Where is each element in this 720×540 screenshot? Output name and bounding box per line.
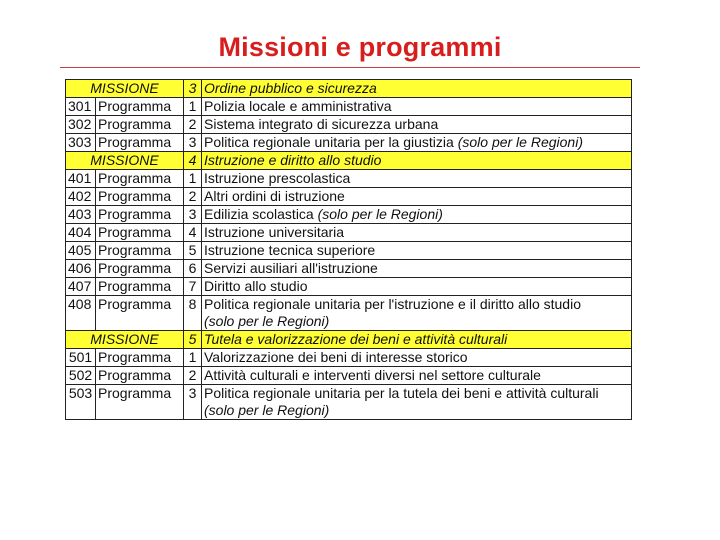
program-number: 2: [184, 116, 202, 134]
program-code: 408: [66, 296, 96, 331]
program-label: Programma: [96, 296, 184, 331]
program-number: 1: [184, 170, 202, 188]
program-name: Altri ordini di istruzione: [202, 188, 632, 206]
program-name: Polizia locale e amministrativa: [202, 98, 632, 116]
program-code: 406: [66, 260, 96, 278]
table-row: [66, 349, 632, 367]
program-number: 3: [184, 134, 202, 152]
mission-number: 3: [184, 80, 202, 98]
table-row: [66, 385, 632, 420]
program-name: Diritto allo studio: [202, 278, 632, 296]
mission-number: 5: [184, 331, 202, 349]
program-label: Programma: [96, 188, 184, 206]
program-name: Politica regionale unitaria per la tutela dei beni e attività culturali (solo per le Regioni): [202, 385, 632, 420]
program-name: Istruzione prescolastica: [202, 170, 632, 188]
table-row: [66, 242, 632, 260]
mission-name: Istruzione e diritto allo studio: [202, 152, 632, 170]
program-code: 503: [66, 385, 96, 420]
program-code: 401: [66, 170, 96, 188]
table-row: [66, 278, 632, 296]
mission-row: [66, 152, 632, 170]
program-code: 501: [66, 349, 96, 367]
program-name: Sistema integrato di sicurezza urbana: [202, 116, 632, 134]
table-row: [66, 116, 632, 134]
program-name: Politica regionale unitaria per la giustizia (solo per le Regioni): [202, 134, 632, 152]
table-row: [66, 260, 632, 278]
title-divider: [60, 67, 640, 68]
program-label: Programma: [96, 385, 184, 420]
program-label: Programma: [96, 116, 184, 134]
program-note: (solo per le Regioni): [317, 206, 443, 222]
mission-name: Tutela e valorizzazione dei beni e attività culturali: [202, 331, 632, 349]
program-code: 402: [66, 188, 96, 206]
program-name: Istruzione tecnica superiore: [202, 242, 632, 260]
program-number: 1: [184, 349, 202, 367]
program-note: (solo per le Regioni): [457, 134, 583, 150]
program-code: 303: [66, 134, 96, 152]
program-number: 8: [184, 296, 202, 331]
table-row: [66, 134, 632, 152]
program-label: Programma: [96, 367, 184, 385]
program-number: 7: [184, 278, 202, 296]
table-row: [66, 188, 632, 206]
program-label: Programma: [96, 260, 184, 278]
program-name: Politica regionale unitaria per l'istruzione e il diritto allo studio (solo per le Regioni): [202, 296, 632, 331]
program-code: 301: [66, 98, 96, 116]
program-name: Valorizzazione dei beni di interesse storico: [202, 349, 632, 367]
program-code: 302: [66, 116, 96, 134]
missions-table: [65, 79, 632, 420]
program-number: 2: [184, 188, 202, 206]
program-label: Programma: [96, 134, 184, 152]
program-label: Programma: [96, 98, 184, 116]
program-number: 5: [184, 242, 202, 260]
program-code: 502: [66, 367, 96, 385]
table-row: [66, 170, 632, 188]
program-name: Edilizia scolastica (solo per le Regioni): [202, 206, 632, 224]
mission-row: [66, 331, 632, 349]
mission-row: [66, 80, 632, 98]
program-label: Programma: [96, 349, 184, 367]
table-row: [66, 296, 632, 331]
mission-number: 4: [184, 152, 202, 170]
mission-label: MISSIONE: [66, 331, 184, 349]
table-row: [66, 224, 632, 242]
program-label: Programma: [96, 206, 184, 224]
program-number: 2: [184, 367, 202, 385]
mission-name: Ordine pubblico e sicurezza: [202, 80, 632, 98]
program-code: 404: [66, 224, 96, 242]
program-code: 403: [66, 206, 96, 224]
program-code: 407: [66, 278, 96, 296]
program-label: Programma: [96, 242, 184, 260]
mission-label: MISSIONE: [66, 152, 184, 170]
program-note: (solo per le Regioni): [204, 402, 330, 418]
program-number: 3: [184, 206, 202, 224]
program-name: Attività culturali e interventi diversi nel settore culturale: [202, 367, 632, 385]
program-name: Servizi ausiliari all'istruzione: [202, 260, 632, 278]
program-number: 1: [184, 98, 202, 116]
page-title: Missioni e programmi: [218, 32, 502, 62]
program-number: 6: [184, 260, 202, 278]
program-label: Programma: [96, 224, 184, 242]
program-number: 4: [184, 224, 202, 242]
table-row: [66, 206, 632, 224]
program-number: 3: [184, 385, 202, 420]
table-row: [66, 367, 632, 385]
program-name: Istruzione universitaria: [202, 224, 632, 242]
table-row: [66, 98, 632, 116]
program-label: Programma: [96, 278, 184, 296]
program-code: 405: [66, 242, 96, 260]
program-label: Programma: [96, 170, 184, 188]
mission-label: MISSIONE: [66, 80, 184, 98]
program-note: (solo per le Regioni): [204, 313, 330, 329]
